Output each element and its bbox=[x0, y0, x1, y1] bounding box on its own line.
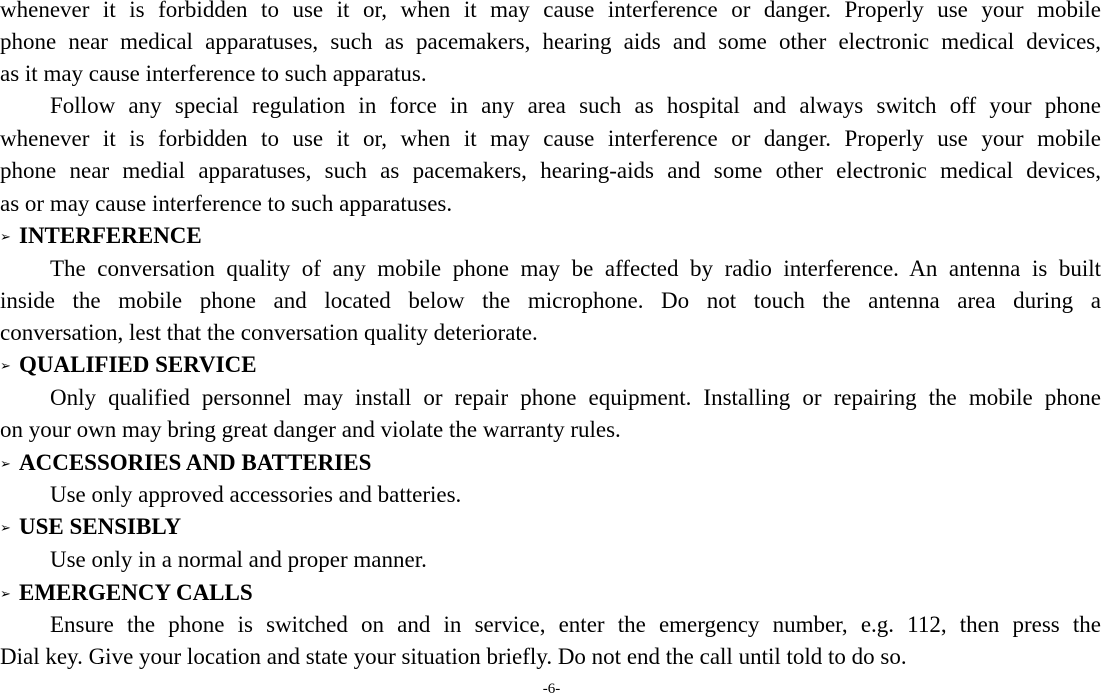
section-body-line: The conversation quality of any mobile phone may be affected by radio interference. An antenna is built bbox=[50, 256, 1101, 281]
arrow-bullet-icon: ➢ bbox=[0, 456, 11, 471]
section-heading-text: INTERFERENCE bbox=[19, 223, 202, 248]
paragraph-line: phone near medical apparatuses, such as pacemakers, hearing aids and some other electronic medical devices, bbox=[0, 29, 1101, 54]
section-heading-text: EMERGENCY CALLS bbox=[19, 580, 253, 605]
section-heading-accessories-and-batteries bbox=[0, 447, 371, 479]
section-body-line: Dial key. Give your location and state your situation briefly. Do not end the call until told to do so. bbox=[0, 644, 907, 669]
paragraph-line: whenever it is forbidden to use it or, when it may cause interference or danger. Properly use your mobile bbox=[0, 126, 1101, 151]
paragraph-line: phone near medial apparatuses, such as pacemakers, hearing-aids and some other electronic medical devices, bbox=[0, 158, 1101, 183]
section-heading-emergency-calls bbox=[0, 577, 253, 609]
page-number: -6- bbox=[542, 681, 561, 697]
paragraph-line: whenever it is forbidden to use it or, when it may cause interference or danger. Properly use your mobile bbox=[0, 0, 1101, 22]
section-heading-use-sensibly bbox=[0, 511, 181, 543]
section-body-line: on your own may bring great danger and violate the warranty rules. bbox=[0, 417, 621, 442]
paragraph-line: as it may cause interference to such apparatus. bbox=[0, 61, 427, 86]
section-heading-text: ACCESSORIES AND BATTERIES bbox=[19, 450, 372, 475]
section-heading-qualified-service bbox=[0, 349, 257, 381]
arrow-bullet-icon: ➢ bbox=[0, 229, 11, 244]
section-heading-interference bbox=[0, 220, 202, 252]
section-heading-text: USE SENSIBLY bbox=[19, 514, 182, 539]
arrow-bullet-icon: ➢ bbox=[0, 586, 11, 601]
section-body-line: Use only in a normal and proper manner. bbox=[50, 547, 427, 572]
arrow-bullet-icon: ➢ bbox=[0, 358, 11, 373]
section-body-line: Ensure the phone is switched on and in service, enter the emergency number, e.g. 112, then press the bbox=[50, 612, 1101, 637]
arrow-bullet-icon: ➢ bbox=[0, 520, 11, 535]
section-body-line: conversation, lest that the conversation quality deteriorate. bbox=[0, 320, 538, 345]
section-body-line: Only qualified personnel may install or repair phone equipment. Installing or repairing the mobile phone bbox=[50, 385, 1101, 410]
paragraph-line: as or may cause interference to such apparatuses. bbox=[0, 191, 453, 216]
section-body-line: Use only approved accessories and batteries. bbox=[50, 482, 462, 507]
section-body-line: inside the mobile phone and located below the microphone. Do not touch the antenna area during a bbox=[0, 288, 1101, 313]
section-heading-text: QUALIFIED SERVICE bbox=[19, 352, 257, 377]
paragraph-line: Follow any special regulation in force in any area such as hospital and always switch off your phone bbox=[50, 93, 1101, 118]
